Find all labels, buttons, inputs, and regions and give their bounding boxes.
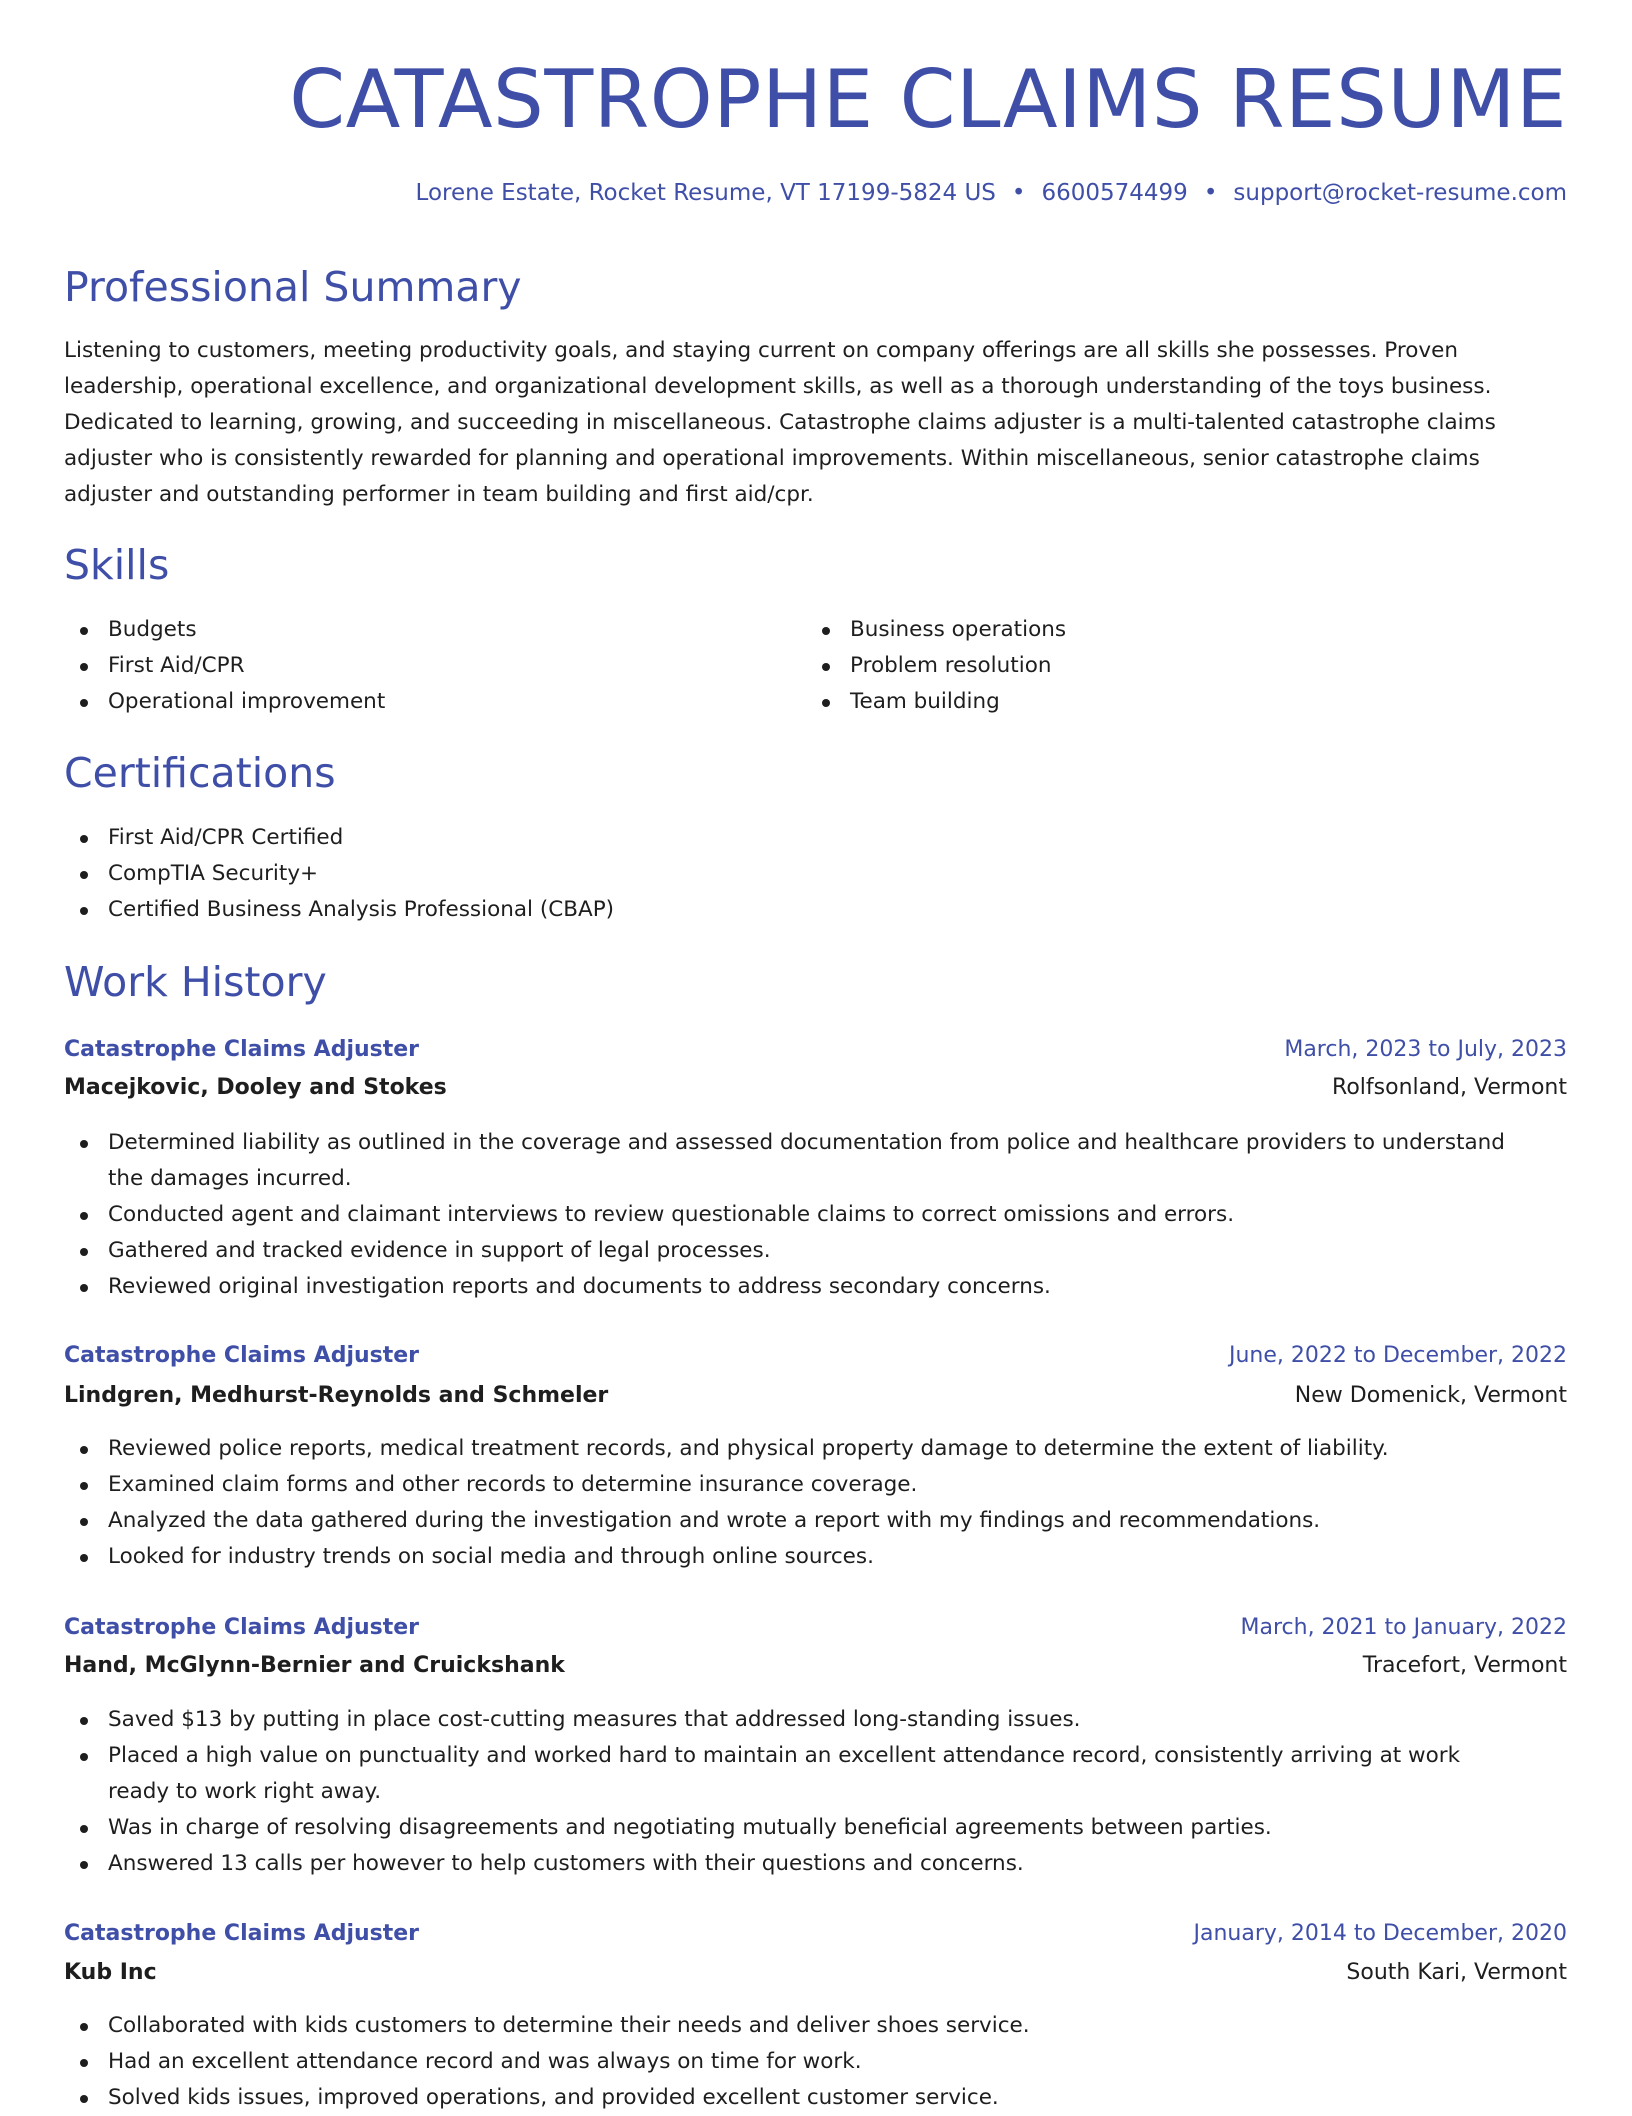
job-company-row xyxy=(64,1070,1567,1106)
job-company-row xyxy=(64,1648,1567,1684)
job-dates: March, 2023 to July, 2023 xyxy=(1284,1037,1567,1062)
contact-line xyxy=(416,180,1567,206)
job-duty: Determined liability as outlined in the coverage and assessed documentation from police and healthcare providers to understand the damages incurred. xyxy=(64,1125,1524,1197)
job-dates: January, 2014 to December, 2020 xyxy=(1193,1921,1567,1946)
job-dates: June, 2022 to December, 2022 xyxy=(1228,1343,1567,1368)
job-duties-list xyxy=(64,2008,1567,2116)
skills-list-right xyxy=(806,612,1506,720)
job-title-row xyxy=(64,1610,1567,1646)
certification-item: First Aid/CPR Certified xyxy=(64,820,1567,856)
job-company: Kub Inc xyxy=(64,1960,157,1985)
skill-item: Budgets xyxy=(64,612,764,648)
job-title: Catastrophe Claims Adjuster xyxy=(64,1343,420,1368)
contact-separator: • xyxy=(1011,180,1026,206)
job-title-row xyxy=(64,1916,1567,1952)
certification-item: CompTIA Security+ xyxy=(64,856,1567,892)
job-duties-list xyxy=(64,1702,1524,1882)
job-location: Rolfsonland, Vermont xyxy=(1332,1075,1567,1100)
skill-item: First Aid/CPR xyxy=(64,648,764,684)
job-location: South Kari, Vermont xyxy=(1346,1960,1567,1985)
job-company: Hand, McGlynn-Bernier and Cruickshank xyxy=(64,1653,565,1678)
job-dates: March, 2021 to January, 2022 xyxy=(1240,1615,1567,1640)
job-duty: Saved $13 by putting in place cost-cutting measures that addressed long-standing issues. xyxy=(64,1702,1524,1738)
job-title: Catastrophe Claims Adjuster xyxy=(64,1615,420,1640)
job-title: Catastrophe Claims Adjuster xyxy=(64,1921,420,1946)
work-history-heading: Work History xyxy=(64,958,327,1006)
job-title-row xyxy=(64,1032,1567,1068)
job-duty: Looked for industry trends on social media and through online sources. xyxy=(64,1539,1567,1575)
job-duty: Placed a high value on punctuality and worked hard to maintain an excellent attendance record, consistently arriving at work ready to work right away. xyxy=(64,1738,1524,1810)
job-duty: Reviewed police reports, medical treatment records, and physical property damage to determine the extent of liability. xyxy=(64,1431,1567,1467)
job-company: Macejkovic, Dooley and Stokes xyxy=(64,1075,447,1100)
job-duties-list xyxy=(64,1125,1524,1305)
contact-email[interactable]: support@rocket-resume.com xyxy=(1233,180,1567,206)
contact-phone: 6600574499 xyxy=(1041,180,1188,206)
job-duties-list xyxy=(64,1431,1567,1575)
skill-item: Operational improvement xyxy=(64,684,764,720)
job-location: Tracefort, Vermont xyxy=(1362,1653,1567,1678)
skill-item: Team building xyxy=(806,684,1506,720)
skill-item: Problem resolution xyxy=(806,648,1506,684)
certification-item: Certified Business Analysis Professional (CBAP) xyxy=(64,892,1567,928)
contact-address: Lorene Estate, Rocket Resume, VT 17199-5824 US xyxy=(415,180,996,206)
job-company: Lindgren, Medhurst-Reynolds and Schmeler xyxy=(64,1383,609,1408)
certifications-heading: Certifications xyxy=(64,749,336,797)
job-duty: Was in charge of resolving disagreements and negotiating mutually beneficial agreements between parties. xyxy=(64,1810,1524,1846)
resume-title: CATASTROPHE CLAIMS RESUME xyxy=(289,53,1567,146)
job-duty: Reviewed original investigation reports and documents to address secondary concerns. xyxy=(64,1269,1524,1305)
certifications-list xyxy=(64,820,1567,928)
summary-text: Listening to customers, meeting productivity goals, and staying current on company offerings are all skills she possesses. Proven leadership, operational excellence, and organizational development skills, as well as a thorough understanding of the toys business. Dedicated to learning, growing, and succeeding in miscellaneous. Catastrophe claims adjuster is a multi-talented catastrophe claims adjuster who is consistently rewarded for planning and operational improvements. Within miscellaneous, senior catastrophe claims adjuster and outstanding performer in team building and first aid/cpr. xyxy=(64,338,1496,507)
job-duty: Gathered and tracked evidence in support of legal processes. xyxy=(64,1233,1524,1269)
job-company-row xyxy=(64,1378,1567,1414)
job-duty: Examined claim forms and other records to determine insurance coverage. xyxy=(64,1467,1567,1503)
skills-list-left xyxy=(64,612,764,720)
skill-item: Business operations xyxy=(806,612,1506,648)
job-duty: Solved kids issues, improved operations, and provided excellent customer service. xyxy=(64,2080,1567,2116)
job-company-row xyxy=(64,1955,1567,1991)
summary-heading: Professional Summary xyxy=(64,263,522,311)
job-duty: Conducted agent and claimant interviews to review questionable claims to correct omissions and errors. xyxy=(64,1197,1524,1233)
contact-separator: • xyxy=(1203,180,1218,206)
job-title-row xyxy=(64,1338,1567,1374)
job-duty: Analyzed the data gathered during the investigation and wrote a report with my findings and recommendations. xyxy=(64,1503,1567,1539)
job-duty: Collaborated with kids customers to determine their needs and deliver shoes service. xyxy=(64,2008,1567,2044)
job-duty: Had an excellent attendance record and was always on time for work. xyxy=(64,2044,1567,2080)
job-title: Catastrophe Claims Adjuster xyxy=(64,1037,420,1062)
skills-heading: Skills xyxy=(64,541,170,589)
job-duty: Answered 13 calls per however to help customers with their questions and concerns. xyxy=(64,1846,1524,1882)
job-location: New Domenick, Vermont xyxy=(1294,1383,1567,1408)
